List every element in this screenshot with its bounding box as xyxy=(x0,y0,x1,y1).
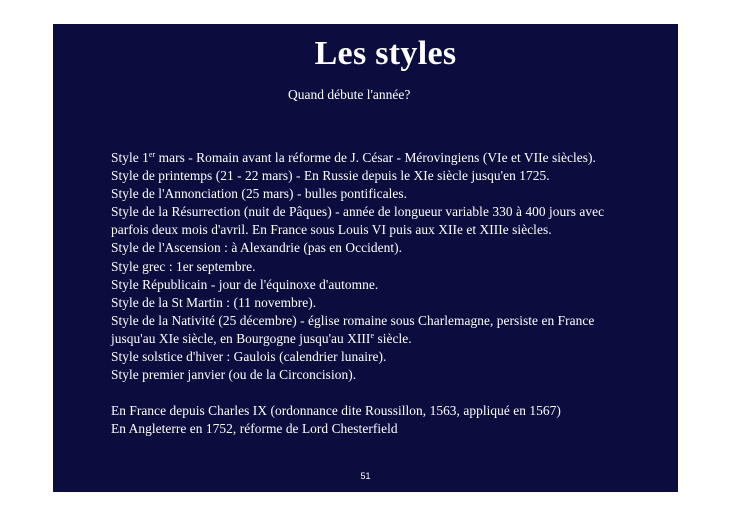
style-line-text: Style 1 xyxy=(111,150,149,165)
style-line: Style solstice d'hiver : Gaulois (calendrier lunaire). xyxy=(111,349,387,365)
slide-title: Les styles xyxy=(314,35,457,72)
style-line-text: jusqu'au XIe siècle, en Bourgogne jusqu'au XIII xyxy=(111,330,371,346)
superscript: e xyxy=(370,330,375,340)
style-line: parfois deux mois d'avril. En France sous Louis VI puis aux XIIe et XIIIe siècles. xyxy=(111,222,552,238)
style-line: Style de l'Ascension : à Alexandrie (pas en Occident). xyxy=(111,240,403,256)
style-line: Style de la Nativité (25 décembre) - église romaine sous Charlemagne, persiste en France xyxy=(111,312,595,328)
style-line: Style de la St Martin : (11 novembre). xyxy=(111,294,317,310)
superscript: er xyxy=(148,150,156,159)
style-line: Style de printemps (21 - 22 mars) - En Russie depuis le XIe siècle jusqu'en 1725. xyxy=(111,168,550,184)
footer-line: En Angleterre en 1752, réforme de Lord Chesterfield xyxy=(111,421,398,437)
slide xyxy=(53,24,678,492)
slide-body xyxy=(111,149,671,439)
style-line-text: siècle. xyxy=(374,330,412,346)
style-line: Style de la Résurrection (nuit de Pâques) - année de longueur variable 330 à 400 jours avec xyxy=(111,204,605,220)
style-line: Style premier janvier (ou de la Circoncision). xyxy=(111,367,357,383)
style-line: Style grec : 1er septembre. xyxy=(111,258,256,274)
slide-subtitle: Quand débute l'année? xyxy=(288,87,411,102)
paragraph-gap xyxy=(111,384,671,402)
footer-line: En France depuis Charles IX (ordonnance dite Roussillon, 1563, appliqué en 1567) xyxy=(111,403,561,419)
style-line: Style Républicain - jour de l'équinoxe d'automne. xyxy=(111,276,379,292)
style-line-text: mars - Romain avant la réforme de J. César - Mérovingiens (VIe et VIIe siècles). xyxy=(155,150,596,165)
page-number: 51 xyxy=(360,471,371,481)
style-line xyxy=(111,330,671,348)
style-line: Style de l'Annonciation (25 mars) - bulles pontificales. xyxy=(111,186,408,202)
style-line xyxy=(111,149,671,167)
